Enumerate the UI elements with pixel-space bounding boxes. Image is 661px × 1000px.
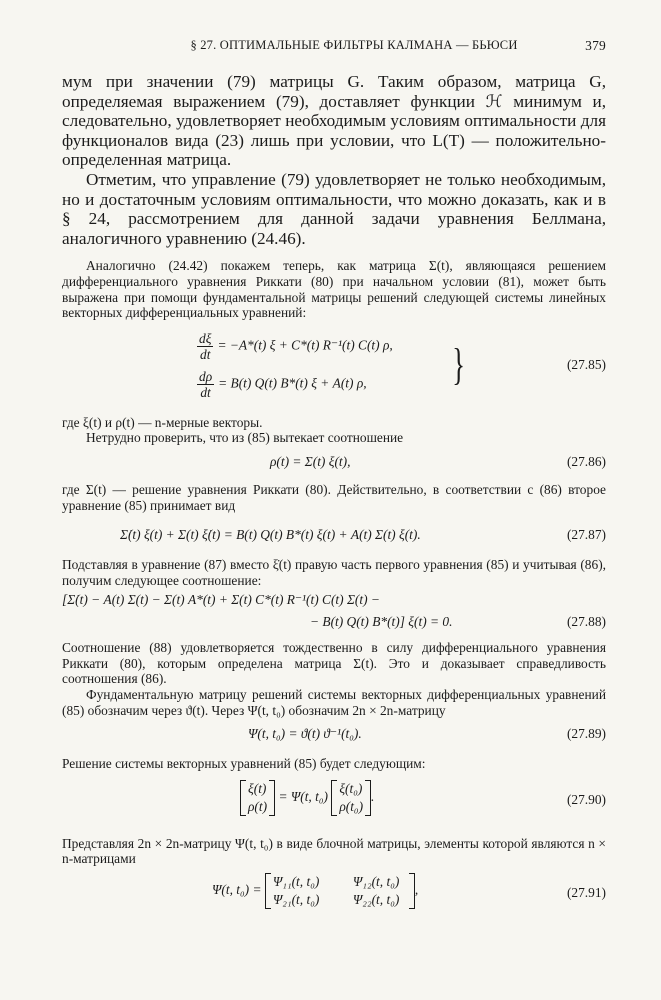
paragraph: где ξ(t) и ρ(t) — n-мерные векторы. xyxy=(62,414,263,430)
equation-line: $\frac{d\rho}{dt}$ = B(t) Q(t) B*(t) ξ + A(t) ρ, xyxy=(199,368,367,400)
column-vector: ξ(t₀) ρ(t₀) xyxy=(331,780,371,816)
running-header xyxy=(62,38,606,58)
section-title: § 27. ОПТИМАЛЬНЫЕ ФИЛЬТРЫ КАЛМАНА — БЬЮСИ xyxy=(190,38,518,52)
paragraph: Нетрудно проверить, что из (85) вытекает соотношение xyxy=(86,430,404,446)
paragraph: Представляя 2n × 2n-матрицу Ψ(t, t₀) в виде блочной матрицы, элементы которой являются n × n-матрицами xyxy=(62,835,606,867)
paragraph: Аналогично (24.42) покажем теперь, как матрица Σ(t), являющаяся решением дифференциального уравнения Риккати (80) при начальном условии (81), может быть выражена при помощи фундаментальной матрицы решений следующей системы линейных векторных дифференциальных уравнений: xyxy=(62,258,606,321)
equation-number: (27.90) xyxy=(566,791,606,807)
column-vector: ξ(t) ρ(t) xyxy=(240,780,275,816)
equation-line: $\frac{d\xi}{dt}$ = −A*(t) ξ + C*(t) R⁻¹(t) C(t) ρ, xyxy=(199,330,393,362)
equation-27-89: Ψ(t, t₀) = ϑ(t) ϑ⁻¹(t₀). (27.89) xyxy=(248,726,606,742)
paragraph: Решение системы векторных уравнений (85) будет следующим: xyxy=(62,756,426,772)
paragraph: Фундаментальную матрицу решений системы векторных дифференциальных уравнений (85) обозначим через ϑ(t). Через Ψ(t, t₀) обозначим 2n × 2n-матрицу xyxy=(62,687,606,718)
paragraph: мум при значении (79) матрицы G. Таким образом, матрица G, определяемая выражением (79), доставляет функции ℋ минимум и, следовательно, удовлетворяет необходимым условиям оптимальности для функционалов вида (23) лишь при условии, что L(T) — положительно-определенная матрица. xyxy=(62,72,606,170)
equation-27-85 xyxy=(62,329,606,409)
right-brace: } xyxy=(452,339,465,389)
equation-number: (27.89) xyxy=(566,726,606,742)
fraction: $\frac{d\xi}{dt}$ xyxy=(199,330,212,362)
fraction: $\frac{d\rho}{dt}$ xyxy=(199,368,213,400)
paragraph: Подставляя в уравнение (87) вместо ξ̇(t) правую часть первого уравнения (85) и учитывая (86), получим следующее соотношение: xyxy=(62,557,606,588)
paragraph: Отметим, что управление (79) удовлетворяет не только необходимым, но и достаточным условиям оптимальности, что можно доказать, как и в § 24, рассмотрением для данной задачи уравнения Беллмана, аналогичного уравнению (24.46). xyxy=(62,169,606,248)
equation-27-91: Ψ(t, t₀) = Ψ₁₁(t, t₀) Ψ₁₂(t, t₀) Ψ₂₁(t, t₀) Ψ₂₂(t, t₀) , (27.91) xyxy=(212,874,606,908)
equation-27-90: ξ(t) ρ(t) = Ψ(t, t₀) ξ(t₀) ρ(t₀) . (27.90) xyxy=(62,778,606,828)
equation-number: (27.85) xyxy=(566,356,606,372)
equation-number: (27.86) xyxy=(566,453,606,469)
equation-number: (27.87) xyxy=(566,527,606,543)
paragraph: где Σ(t) — решение уравнения Риккати (80). Действительно, в соответствии с (86) второе уравнение (85) принимает вид xyxy=(62,481,606,513)
page-number: 379 xyxy=(585,38,606,53)
book-page xyxy=(62,38,606,917)
equation-27-87: Σ̇(t) ξ(t) + Σ(t) ξ̇(t) = B(t) Q(t) B*(t) ξ(t) + A(t) Σ(t) ξ(t). (27.87) xyxy=(120,527,606,543)
equation-27-86: ρ(t) = Σ(t) ξ(t), (27.86) xyxy=(270,453,606,469)
equation-number: (27.91) xyxy=(566,885,606,901)
equation-27-88: [Σ̇(t) − A(t) Σ(t) − Σ(t) A*(t) + Σ(t) C*(t) R⁻¹(t) C(t) Σ(t) − − B(t) Q(t) B*(t)] ξ(t) = 0. (27.88) xyxy=(62,592,606,630)
equation-number: (27.88) xyxy=(566,614,606,630)
paragraph: Соотношение (88) удовлетворяется тождественно в силу дифференциального уравнения Риккати (80), которым определена матрица Σ(t). Это и доказывает справедливость соотношения (86). xyxy=(62,640,606,687)
block-matrix: Ψ₁₁(t, t₀) Ψ₁₂(t, t₀) Ψ₂₁(t, t₀) Ψ₂₂(t, t₀) xyxy=(265,873,415,909)
